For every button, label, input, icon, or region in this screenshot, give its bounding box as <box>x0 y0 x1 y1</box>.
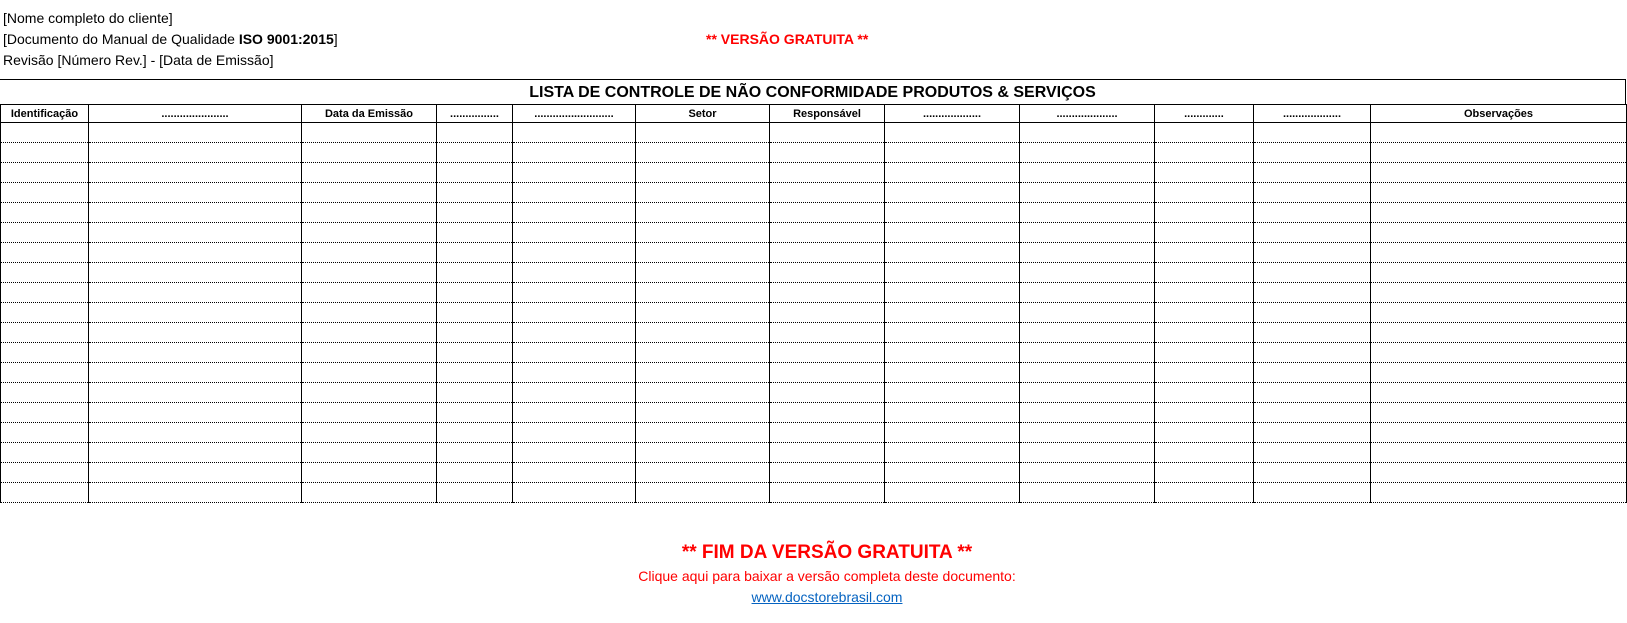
table-row <box>1 143 1627 163</box>
table-cell[interactable] <box>89 183 302 203</box>
table-row <box>1 303 1627 323</box>
table-cell[interactable] <box>513 223 636 243</box>
table-row <box>1 223 1627 243</box>
table-cell[interactable] <box>636 303 770 323</box>
table-cell[interactable] <box>1 143 89 163</box>
table-cell[interactable] <box>885 303 1020 323</box>
table-cell[interactable] <box>1155 463 1254 483</box>
table-cell[interactable] <box>885 323 1020 343</box>
table-cell[interactable] <box>437 143 513 163</box>
table-cell[interactable] <box>1020 203 1155 223</box>
table-cell[interactable] <box>885 483 1020 503</box>
table-cell[interactable] <box>1 463 89 483</box>
table-cell[interactable] <box>1155 163 1254 183</box>
table-cell[interactable] <box>885 403 1020 423</box>
table-cell[interactable] <box>1020 263 1155 283</box>
table-cell[interactable] <box>1 383 89 403</box>
table-cell[interactable] <box>770 303 885 323</box>
table-cell[interactable] <box>885 343 1020 363</box>
table-cell[interactable] <box>89 363 302 383</box>
table-cell[interactable] <box>302 343 437 363</box>
table-cell[interactable] <box>636 243 770 263</box>
table-cell[interactable] <box>1254 443 1371 463</box>
table-cell[interactable] <box>1155 183 1254 203</box>
table-cell[interactable] <box>770 443 885 463</box>
table-cell[interactable] <box>885 423 1020 443</box>
table-cell[interactable] <box>1155 243 1254 263</box>
table-cell[interactable] <box>1020 443 1155 463</box>
table-cell[interactable] <box>885 243 1020 263</box>
table-cell[interactable] <box>513 423 636 443</box>
table-cell[interactable] <box>89 483 302 503</box>
table-cell[interactable] <box>1254 123 1371 143</box>
table-cell[interactable] <box>770 163 885 183</box>
table-cell[interactable] <box>1371 323 1627 343</box>
table-cell[interactable] <box>437 443 513 463</box>
table-cell[interactable] <box>885 223 1020 243</box>
table-cell[interactable] <box>302 183 437 203</box>
table-cell[interactable] <box>89 383 302 403</box>
table-row <box>1 323 1627 343</box>
table-cell[interactable] <box>1155 203 1254 223</box>
table-cell[interactable] <box>437 243 513 263</box>
table-cell[interactable] <box>636 363 770 383</box>
table-cell[interactable] <box>636 203 770 223</box>
table-cell[interactable] <box>89 443 302 463</box>
table-cell[interactable] <box>513 463 636 483</box>
table-cell[interactable] <box>885 203 1020 223</box>
table-cell[interactable] <box>1155 483 1254 503</box>
download-link-wrapper <box>0 589 1627 606</box>
table-cell[interactable] <box>1371 343 1627 363</box>
table-cell[interactable] <box>437 183 513 203</box>
table-cell[interactable] <box>1254 323 1371 343</box>
table-cell[interactable] <box>1371 143 1627 163</box>
table-cell[interactable] <box>1155 263 1254 283</box>
table-cell[interactable] <box>513 143 636 163</box>
table-cell[interactable] <box>885 123 1020 143</box>
table-cell[interactable] <box>302 303 437 323</box>
table-cell[interactable] <box>1254 423 1371 443</box>
table-cell[interactable] <box>636 343 770 363</box>
table-cell[interactable] <box>1254 483 1371 503</box>
table-cell[interactable] <box>437 483 513 503</box>
table-cell[interactable] <box>513 183 636 203</box>
table-cell[interactable] <box>885 463 1020 483</box>
table-cell[interactable] <box>437 283 513 303</box>
table-cell[interactable] <box>1020 363 1155 383</box>
table-cell[interactable] <box>1155 323 1254 343</box>
table-row <box>1 383 1627 403</box>
table-cell[interactable] <box>1155 363 1254 383</box>
table-cell[interactable] <box>1254 203 1371 223</box>
table-cell[interactable] <box>89 423 302 443</box>
table-row <box>1 363 1627 383</box>
table-cell[interactable] <box>89 343 302 363</box>
table-cell[interactable] <box>513 123 636 143</box>
table-cell[interactable] <box>636 463 770 483</box>
document-prefix: [Documento do Manual de Qualidade <box>3 31 239 47</box>
table-title: LISTA DE CONTROLE DE NÃO CONFORMIDADE PRODUTOS & SERVIÇOS <box>0 79 1626 104</box>
table-cell[interactable] <box>1371 183 1627 203</box>
document-suffix: ] <box>333 31 338 47</box>
table-cell[interactable] <box>1020 463 1155 483</box>
table-cell[interactable] <box>513 363 636 383</box>
table-cell[interactable] <box>302 423 437 443</box>
table-cell[interactable] <box>1371 403 1627 423</box>
table-row <box>1 163 1627 183</box>
table-cell[interactable] <box>1254 463 1371 483</box>
table-cell[interactable] <box>302 283 437 303</box>
table-cell[interactable] <box>1020 163 1155 183</box>
table-cell[interactable] <box>1155 443 1254 463</box>
table-cell[interactable] <box>770 323 885 343</box>
table-cell[interactable] <box>1155 283 1254 303</box>
table-cell[interactable] <box>1020 323 1155 343</box>
table-row <box>1 283 1627 303</box>
table-cell[interactable] <box>1254 183 1371 203</box>
table-cell[interactable] <box>437 383 513 403</box>
table-cell[interactable] <box>302 243 437 263</box>
table-cell[interactable] <box>1371 123 1627 143</box>
table-cell[interactable] <box>770 403 885 423</box>
table-cell[interactable] <box>89 323 302 343</box>
table-cell[interactable] <box>1254 223 1371 243</box>
table-cell[interactable] <box>89 123 302 143</box>
table-cell[interactable] <box>1371 423 1627 443</box>
table-cell[interactable] <box>885 363 1020 383</box>
table-cell[interactable] <box>437 123 513 143</box>
table-cell[interactable] <box>513 163 636 183</box>
table-cell[interactable] <box>1020 483 1155 503</box>
table-cell[interactable] <box>89 223 302 243</box>
table-cell[interactable] <box>636 283 770 303</box>
column-header: Responsável <box>770 105 885 123</box>
table-cell[interactable] <box>1020 223 1155 243</box>
table-cell[interactable] <box>437 343 513 363</box>
column-header: ................... <box>1254 105 1371 123</box>
table-cell[interactable] <box>513 403 636 423</box>
table-cell[interactable] <box>302 203 437 223</box>
table-cell[interactable] <box>1 303 89 323</box>
table-cell[interactable] <box>302 323 437 343</box>
table-cell[interactable] <box>770 283 885 303</box>
table-cell[interactable] <box>1 123 89 143</box>
table-cell[interactable] <box>1155 143 1254 163</box>
table-cell[interactable] <box>1020 183 1155 203</box>
table-cell[interactable] <box>636 183 770 203</box>
column-header: Observações <box>1371 105 1627 123</box>
table-cell[interactable] <box>770 143 885 163</box>
table-cell[interactable] <box>770 203 885 223</box>
table-cell[interactable] <box>513 243 636 263</box>
table-cell[interactable] <box>89 463 302 483</box>
table-cell[interactable] <box>1020 303 1155 323</box>
table-row <box>1 463 1627 483</box>
table-cell[interactable] <box>1371 203 1627 223</box>
column-header: .................... <box>1020 105 1155 123</box>
table-cell[interactable] <box>1 223 89 243</box>
table-cell[interactable] <box>89 163 302 183</box>
column-header: ...................... <box>89 105 302 123</box>
table-cell[interactable] <box>1155 223 1254 243</box>
table-cell[interactable] <box>89 203 302 223</box>
table-cell[interactable] <box>770 463 885 483</box>
table-cell[interactable] <box>437 403 513 423</box>
table-cell[interactable] <box>1 423 89 443</box>
table-cell[interactable] <box>1254 383 1371 403</box>
table-cell[interactable] <box>513 483 636 503</box>
table-cell[interactable] <box>885 283 1020 303</box>
table-cell[interactable] <box>770 263 885 283</box>
table-cell[interactable] <box>770 183 885 203</box>
table-cell[interactable] <box>1254 163 1371 183</box>
table-row <box>1 243 1627 263</box>
table-cell[interactable] <box>1 443 89 463</box>
table-cell[interactable] <box>1155 423 1254 443</box>
table-cell[interactable] <box>1254 403 1371 423</box>
table-cell[interactable] <box>885 443 1020 463</box>
table-cell[interactable] <box>513 443 636 463</box>
download-link[interactable]: www.docstorebrasil.com <box>751 589 903 605</box>
table-cell[interactable] <box>302 463 437 483</box>
table-cell[interactable] <box>1 483 89 503</box>
column-header: Setor <box>636 105 770 123</box>
table-row <box>1 443 1627 463</box>
table-cell[interactable] <box>770 383 885 403</box>
table-header-row <box>1 105 1627 123</box>
control-list-table <box>0 104 1627 503</box>
table-cell[interactable] <box>770 423 885 443</box>
table-cell[interactable] <box>1371 363 1627 383</box>
client-name: [Nome completo do cliente] <box>3 10 173 26</box>
table-cell[interactable] <box>1020 243 1155 263</box>
table-cell[interactable] <box>1155 383 1254 403</box>
table-cell[interactable] <box>1 283 89 303</box>
table-cell[interactable] <box>1155 303 1254 323</box>
table-cell[interactable] <box>1 403 89 423</box>
table-cell[interactable] <box>302 163 437 183</box>
table-cell[interactable] <box>636 223 770 243</box>
table-row <box>1 263 1627 283</box>
table-cell[interactable] <box>636 163 770 183</box>
table-cell[interactable] <box>636 143 770 163</box>
table-cell[interactable] <box>1371 243 1627 263</box>
table-cell[interactable] <box>1371 303 1627 323</box>
table-cell[interactable] <box>885 163 1020 183</box>
table-cell[interactable] <box>1 183 89 203</box>
table-cell[interactable] <box>1 363 89 383</box>
table-cell[interactable] <box>1371 463 1627 483</box>
table-cell[interactable] <box>1254 243 1371 263</box>
table-cell[interactable] <box>1020 123 1155 143</box>
table-cell[interactable] <box>1 263 89 283</box>
table-cell[interactable] <box>513 303 636 323</box>
table-cell[interactable] <box>89 303 302 323</box>
table-cell[interactable] <box>1155 403 1254 423</box>
table-cell[interactable] <box>636 423 770 443</box>
table-cell[interactable] <box>885 143 1020 163</box>
table-cell[interactable] <box>1371 443 1627 463</box>
table-cell[interactable] <box>1254 283 1371 303</box>
table-cell[interactable] <box>770 363 885 383</box>
column-header: ................... <box>885 105 1020 123</box>
table-cell[interactable] <box>513 343 636 363</box>
control-list-table-wrapper <box>0 79 1626 503</box>
table-cell[interactable] <box>770 123 885 143</box>
table-cell[interactable] <box>1 343 89 363</box>
table-cell[interactable] <box>437 223 513 243</box>
table-cell[interactable] <box>437 203 513 223</box>
table-cell[interactable] <box>1020 423 1155 443</box>
table-cell[interactable] <box>302 123 437 143</box>
table-cell[interactable] <box>302 483 437 503</box>
table-cell[interactable] <box>1020 143 1155 163</box>
table-cell[interactable] <box>1371 223 1627 243</box>
table-cell[interactable] <box>437 463 513 483</box>
table-cell[interactable] <box>513 203 636 223</box>
table-cell[interactable] <box>89 243 302 263</box>
table-cell[interactable] <box>636 323 770 343</box>
table-cell[interactable] <box>302 383 437 403</box>
table-body <box>1 123 1627 503</box>
table-cell[interactable] <box>1254 363 1371 383</box>
table-cell[interactable] <box>302 363 437 383</box>
table-cell[interactable] <box>89 143 302 163</box>
table-cell[interactable] <box>302 143 437 163</box>
table-cell[interactable] <box>302 403 437 423</box>
table-cell[interactable] <box>513 283 636 303</box>
end-free-version-title: ** FIM DA VERSÃO GRATUITA ** <box>681 542 973 563</box>
table-cell[interactable] <box>636 443 770 463</box>
table-cell[interactable] <box>89 283 302 303</box>
table-cell[interactable] <box>1020 403 1155 423</box>
table-cell[interactable] <box>437 363 513 383</box>
table-cell[interactable] <box>1254 343 1371 363</box>
table-cell[interactable] <box>636 383 770 403</box>
download-prompt: Clique aqui para baixar a versão completa deste documento: <box>638 568 1016 584</box>
table-cell[interactable] <box>89 263 302 283</box>
column-header: ............. <box>1155 105 1254 123</box>
table-cell[interactable] <box>1020 283 1155 303</box>
table-cell[interactable] <box>1371 483 1627 503</box>
table-cell[interactable] <box>1 163 89 183</box>
table-cell[interactable] <box>437 423 513 443</box>
table-cell[interactable] <box>885 263 1020 283</box>
column-header: Identificação <box>1 105 89 123</box>
table-cell[interactable] <box>437 303 513 323</box>
table-cell[interactable] <box>89 403 302 423</box>
table-cell[interactable] <box>1020 383 1155 403</box>
table-cell[interactable] <box>770 243 885 263</box>
table-cell[interactable] <box>770 483 885 503</box>
table-cell[interactable] <box>437 323 513 343</box>
table-cell[interactable] <box>1 323 89 343</box>
table-cell[interactable] <box>1371 263 1627 283</box>
table-cell[interactable] <box>636 263 770 283</box>
table-row <box>1 203 1627 223</box>
table-cell[interactable] <box>1254 303 1371 323</box>
table-cell[interactable] <box>513 323 636 343</box>
table-cell[interactable] <box>1 243 89 263</box>
table-cell[interactable] <box>302 263 437 283</box>
table-cell[interactable] <box>1254 263 1371 283</box>
table-cell[interactable] <box>513 263 636 283</box>
table-cell[interactable] <box>1155 123 1254 143</box>
table-cell[interactable] <box>1371 383 1627 403</box>
column-header: Data da Emissão <box>302 105 437 123</box>
table-row <box>1 123 1627 143</box>
table-cell[interactable] <box>1155 343 1254 363</box>
free-version-watermark: ** VERSÃO GRATUITA ** <box>706 31 869 47</box>
table-row <box>1 403 1627 423</box>
table-cell[interactable] <box>437 263 513 283</box>
table-row <box>1 183 1627 203</box>
table-cell[interactable] <box>302 223 437 243</box>
table-cell[interactable] <box>437 163 513 183</box>
table-cell[interactable] <box>770 223 885 243</box>
table-cell[interactable] <box>302 443 437 463</box>
table-cell[interactable] <box>1371 283 1627 303</box>
table-cell[interactable] <box>1371 163 1627 183</box>
column-header: .......................... <box>513 105 636 123</box>
table-cell[interactable] <box>885 183 1020 203</box>
document-standard: ISO 9001:2015 <box>238 31 334 47</box>
table-cell[interactable] <box>770 343 885 363</box>
table-cell[interactable] <box>513 383 636 403</box>
table-row <box>1 483 1627 503</box>
table-cell[interactable] <box>885 383 1020 403</box>
table-row <box>1 343 1627 363</box>
table-cell[interactable] <box>1254 143 1371 163</box>
revision-line: Revisão [Número Rev.] - [Data de Emissão] <box>3 52 274 68</box>
table-cell[interactable] <box>636 123 770 143</box>
document-reference <box>3 31 338 48</box>
table-cell[interactable] <box>636 483 770 503</box>
table-row <box>1 423 1627 443</box>
table-cell[interactable] <box>1020 343 1155 363</box>
column-header: ................ <box>437 105 513 123</box>
table-cell[interactable] <box>1 203 89 223</box>
table-cell[interactable] <box>636 403 770 423</box>
